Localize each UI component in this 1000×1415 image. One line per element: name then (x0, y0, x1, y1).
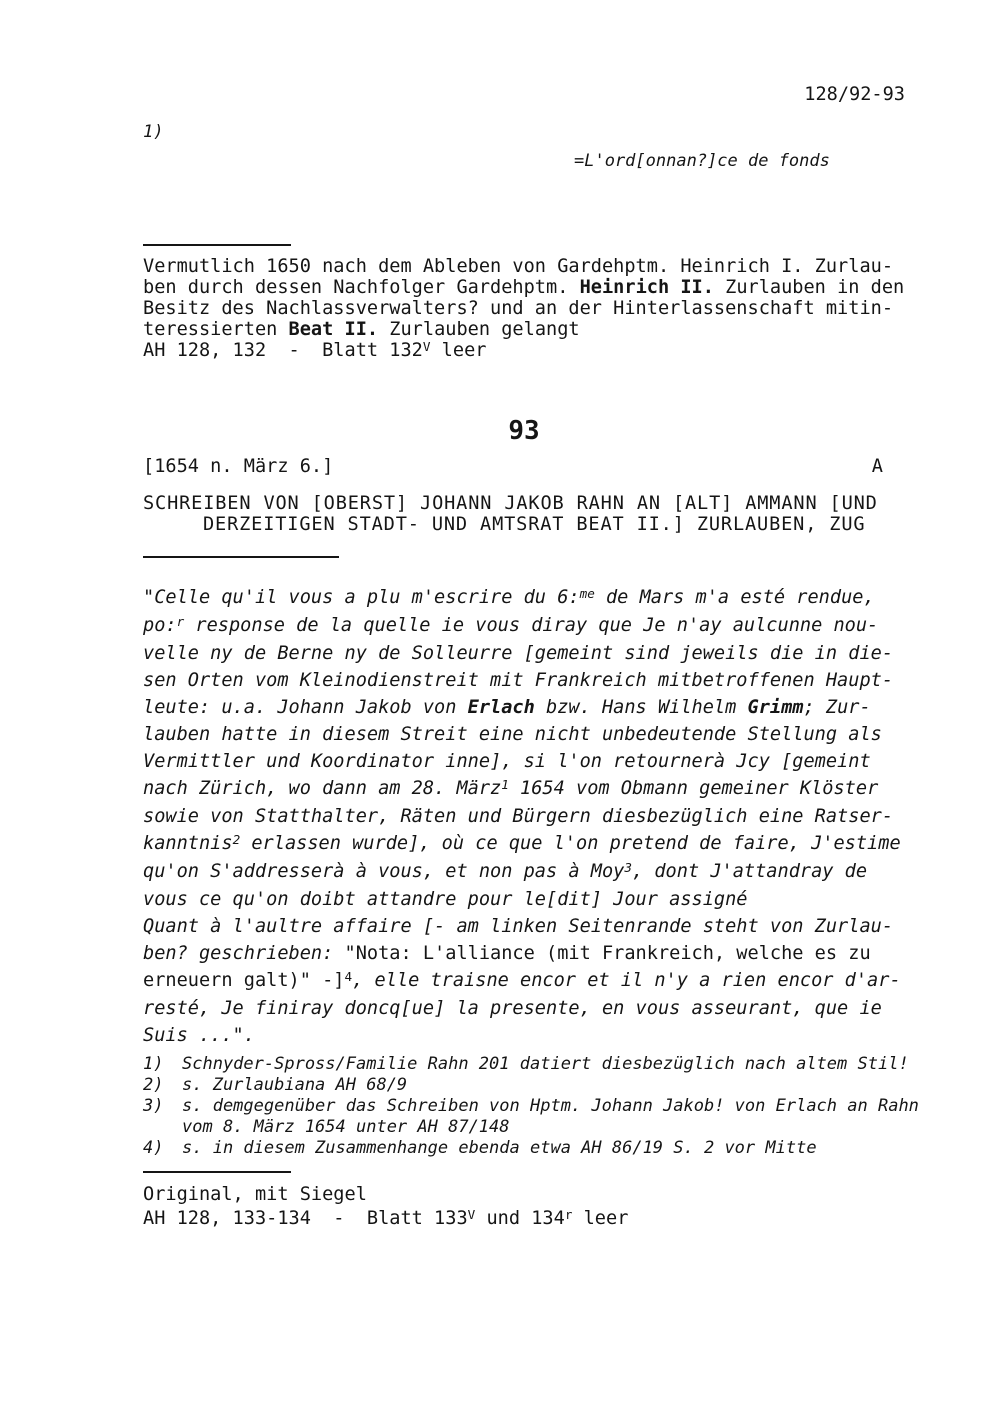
entry-93-title (143, 493, 878, 535)
text-line: ben? geschrieben: "Nota: L'alliance (mit Frankreich, welche es zu (143, 943, 871, 964)
text-line: sen Orten vom Kleinodienstreit mit Frankreich mitbetroffenen Haupt- (143, 670, 894, 691)
entry-93-title-line-1: SCHREIBEN VON [OBERST] JOHANN JAKOB RAHN AN [ALT] AMMANN [UND (143, 493, 878, 514)
text-line: s. Zurlaubiana AH 68/9 (182, 1075, 408, 1095)
footnote-text (182, 1054, 919, 1075)
text-line: Vermutlich 1650 nach dem Ableben von Gardehptm. Heinrich I. Zurlau- (143, 256, 894, 277)
text-line: leute: u.a. Johann Jakob von Erlach bzw. Hans Wilhelm Grimm; Zur- (143, 697, 871, 718)
footnote-number: 2) (143, 1075, 164, 1095)
text-line: vom 8. März 1654 unter AH 87/148 (182, 1117, 510, 1137)
footnote (143, 1054, 919, 1075)
footnote (143, 1075, 919, 1096)
text-line: erneuern galt)" -]$^4$, elle traisne encor et il n'y a rien encor d'ar- (143, 968, 901, 991)
text-line: velle ny de Berne ny de Solleurre [gemeint sind jeweils die in die- (143, 643, 894, 664)
text-line: kanntnis$^2$ erlassen wurde], où ce que l'on pretend de faire, J'estime (143, 831, 901, 854)
footnote-number: 1) (143, 1054, 164, 1074)
entry-93-footnotes (143, 1054, 919, 1159)
text-line: "Celle qu'il vous a plu m'escrire du 6:$^{me}$ de Mars m'a esté rendue, (143, 585, 875, 608)
text-line: vous ce qu'on doibt attandre pour le[dit] Jour assigné (143, 889, 748, 910)
text-line: Besitz des Nachlassverwalters? und an der Hinterlassenschaft mitin- (143, 298, 894, 319)
text-column (143, 0, 919, 1415)
text-line: teressierten Beat II. Zurlauben gelangt (143, 319, 580, 340)
margin-note-marker: 1) (143, 122, 164, 142)
text-line: lauben hatte in diesem Streit eine nicht unbedeutende Stellung als (143, 724, 882, 745)
text-line: Quant à l'aultre affaire [- am linken Seitenrande steht von Zurlau- (143, 916, 894, 937)
footnote-text (182, 1096, 919, 1138)
entry-93-title-line-2: DERZEITIGEN STADT- UND AMTSRAT BEAT II.] ZURLAUBEN, ZUG (203, 514, 866, 535)
text-line: qu'on S'addresserà à vous, et non pas à Moy$^3$, dont J'attandray de (143, 859, 868, 882)
entry-93-archive-reference: AH 128, 133-134 - Blatt $133^V$ und 134$^r$ leer (143, 1206, 629, 1229)
text-line: Suis ...". (143, 1025, 255, 1046)
entry-93-date: [1654 n. März 6.] (143, 456, 334, 477)
text-line: s. demgegenüber das Schreiben von Hptm. Johann Jakob! von Erlach an Rahn (182, 1096, 919, 1116)
footnote-number: 4) (143, 1138, 164, 1158)
text-line: Vermittler und Koordinator inne], si l'on retournerà Jcy [gemeint (143, 751, 871, 772)
text-line: nach Zürich, wo dann am 28. März$^1$ 1654 vom Obmann gemeiner Klöster (143, 776, 879, 799)
entry-93-quoted-letter-text (143, 584, 901, 1049)
footnote (143, 1096, 919, 1138)
entry-92-archive-reference: AH 128, 132 - Blatt $132^V$ leer (143, 338, 487, 361)
text-line: Schnyder-Spross/Familie Rahn 201 datiert diesbezüglich nach altem Stil! (182, 1054, 909, 1074)
text-line: ben durch dessen Nachfolger Gardehptm. Heinrich II. Zurlauben in den (143, 277, 905, 298)
footnote-text (182, 1138, 919, 1159)
separator-rule (143, 244, 291, 246)
footnote-text (182, 1075, 919, 1096)
folio-number: 128/92-93 (804, 84, 905, 105)
separator-rule (143, 556, 339, 558)
entry-93-date-row (143, 456, 905, 477)
entry-93-material-note: Original, mit Siegel (143, 1184, 367, 1205)
text-line: s. in diesem Zusammenhange ebenda etwa AH 86/19 S. 2 vor Mitte (182, 1138, 817, 1158)
footnote-number: 3) (143, 1096, 164, 1116)
entry-93-series-letter: A (871, 456, 883, 477)
entry-92-provenance-paragraph (143, 256, 904, 340)
text-line: resté, Je finiray doncq[ue] la presente, en vous asseurant, que ie (143, 998, 882, 1019)
separator-rule (143, 1171, 291, 1173)
margin-note: =L'ord[onnan?]ce de fonds (574, 151, 830, 171)
text-line: po:$^r$ response de la quelle ie vous diray que Je n'ay aulcunne nou- (143, 613, 879, 636)
text-line: sowie von Statthalter, Räten und Bürgern diesbezüglich eine Ratser- (143, 806, 894, 827)
footnote (143, 1138, 919, 1159)
entry-93-number: 93 (508, 416, 540, 446)
